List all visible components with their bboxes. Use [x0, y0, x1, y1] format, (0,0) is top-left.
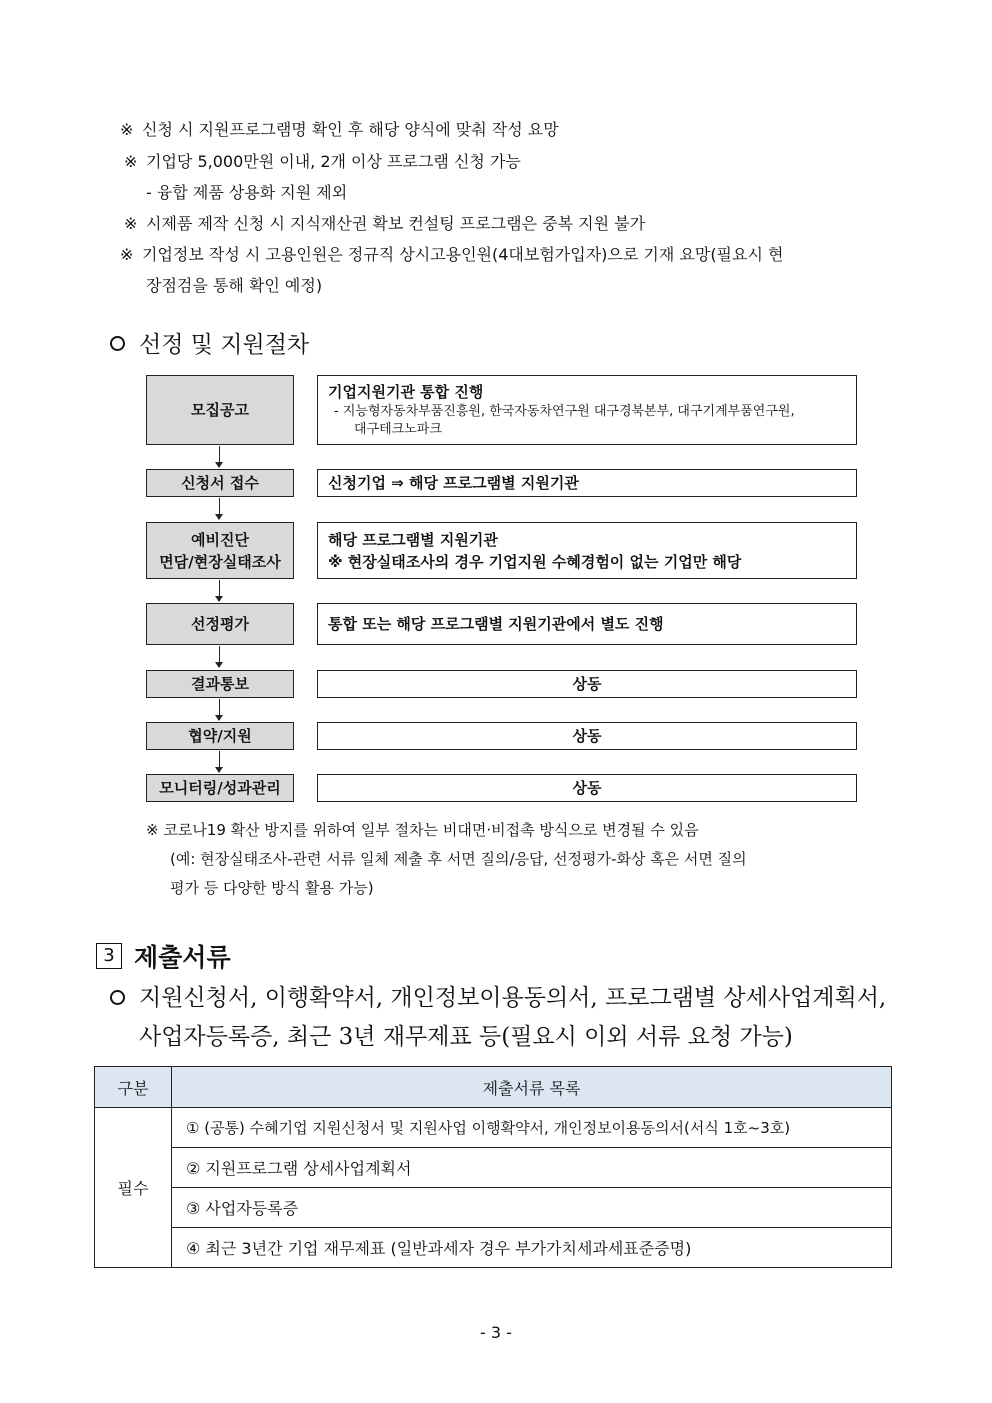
covid-note-line	[146, 816, 699, 844]
down-arrow-icon	[219, 699, 220, 720]
step-box-monitoring	[146, 774, 294, 802]
note-5	[120, 244, 895, 266]
step-desc-text: 상동	[572, 779, 602, 797]
step-label: 예비진단	[191, 530, 249, 549]
step-desc-text: 통합 또는 해당 프로그램별 지원기관에서 별도 진행	[328, 615, 664, 633]
section3-para-line2	[139, 1017, 793, 1057]
table-cell: ② 지원프로그램 상세사업계획서	[172, 1148, 892, 1188]
table-row	[95, 1228, 892, 1268]
step-desc-subtext: - 지능형자동차부품진흥원, 한국자동차연구원 대구경북본부, 대구기계부품연구원,	[334, 404, 795, 419]
step-box-agreement	[146, 722, 294, 750]
step-desc-subtext: 대구테크노파크	[354, 422, 442, 437]
procedure-title: 선정 및 지원절차	[139, 332, 310, 358]
covid-note-text: ※ 코로나19 확산 방지를 위하여 일부 절차는 비대면·비접촉 방식으로 변경될 수 있음	[146, 821, 699, 839]
step-label: 면담/현장실태조사	[159, 552, 281, 571]
table-header-category: 구분	[95, 1067, 172, 1108]
page-number: - 3 -	[480, 1323, 512, 1342]
note-1	[120, 119, 559, 141]
step-desc-text: 상동	[572, 727, 602, 745]
step-desc-text: 신청기업 ⇒ 해당 프로그램별 지원기관	[328, 474, 579, 492]
note-text: 기업정보 작성 시 고용인원은 정규직 상시고용인원(4대보험가입자)으로 기재 요망(필요시 현	[142, 245, 784, 264]
section3-title: 제출서류	[134, 943, 231, 972]
reference-mark: ※	[120, 245, 134, 264]
section3-para-text: 사업자등록증, 최근 3년 재무제표 등(필요시 이외 서류 요청 가능)	[139, 1024, 793, 1050]
table-cell: ① (공통) 수혜기업 지원신청서 및 지원사업 이행확약서, 개인정보이용동의서(서식 1호~3호)	[172, 1108, 892, 1148]
section3-para-line1	[110, 978, 900, 1018]
reference-mark: ※	[120, 120, 134, 139]
step-label: 결과통보	[191, 675, 249, 693]
step-desc-text: ※ 현장실태조사의 경우 기업지원 수혜경험이 없는 기업만 해당	[328, 552, 742, 571]
reference-mark: ※	[124, 152, 138, 171]
down-arrow-icon	[219, 646, 220, 667]
step-box-evaluation	[146, 603, 294, 645]
down-arrow-icon	[219, 446, 220, 467]
step-desc-application	[317, 469, 857, 497]
step-desc-evaluation	[317, 603, 857, 645]
reference-mark: ※	[124, 214, 138, 233]
procedure-heading	[110, 331, 309, 359]
step-desc-text: 상동	[572, 675, 602, 693]
step-label: 협약/지원	[188, 727, 252, 745]
note-text: 신청 시 지원프로그램명 확인 후 해당 양식에 맞춰 작성 요망	[142, 120, 559, 139]
table-row	[95, 1108, 892, 1148]
step-desc-prediagnosis	[317, 522, 857, 579]
note-4	[124, 213, 645, 235]
note-text: - 융합 제품 상용화 지원 제외	[146, 183, 348, 202]
step-desc-recruit	[317, 375, 857, 445]
step-desc-agreement	[317, 722, 857, 750]
covid-note-line	[170, 845, 895, 873]
section3-heading	[96, 938, 231, 974]
table-row	[95, 1148, 892, 1188]
down-arrow-icon	[219, 751, 220, 772]
covid-note-line	[170, 874, 374, 902]
step-desc-notification	[317, 670, 857, 698]
step-label: 신청서 접수	[181, 474, 259, 492]
note-2	[124, 151, 521, 173]
documents-table	[94, 1066, 892, 1268]
down-arrow-icon	[219, 498, 220, 519]
step-label: 모니터링/성과관리	[159, 779, 281, 797]
step-box-recruit	[146, 375, 294, 445]
table-row	[95, 1188, 892, 1228]
step-box-prediagnosis	[146, 522, 294, 579]
circle-bullet-icon	[110, 336, 125, 351]
note-3	[146, 182, 347, 204]
down-arrow-icon	[219, 580, 220, 601]
step-desc-text: 해당 프로그램별 지원기관	[328, 530, 498, 549]
step-box-application	[146, 469, 294, 497]
step-label: 모집공고	[191, 401, 249, 419]
section-number-box: 3	[96, 943, 122, 969]
section3-para-text: 지원신청서, 이행확약서, 개인정보이용동의서, 프로그램별 상세사업계획서,	[139, 985, 887, 1011]
note-text: 시제품 제작 신청 시 지식재산권 확보 컨설팅 프로그램은 중복 지원 불가	[146, 214, 646, 233]
covid-note-text: 평가 등 다양한 방식 활용 가능)	[170, 879, 374, 897]
step-desc-text: 기업지원기관 통합 진행	[328, 383, 484, 401]
note-6	[146, 275, 322, 297]
step-box-notification	[146, 670, 294, 698]
table-cell: ④ 최근 3년간 기업 재무제표 (일반과세자 경우 부가가치세과세표준증명)	[172, 1228, 892, 1268]
table-header-documents: 제출서류 목록	[172, 1067, 892, 1108]
table-cell: ③ 사업자등록증	[172, 1188, 892, 1228]
table-header-row	[95, 1067, 892, 1108]
table-category-cell: 필수	[95, 1108, 172, 1268]
note-text: 기업당 5,000만원 이내, 2개 이상 프로그램 신청 가능	[146, 152, 521, 171]
step-desc-monitoring	[317, 774, 857, 802]
covid-note-text: (예: 현장실태조사-관련 서류 일체 제출 후 서면 질의/응답, 선정평가-화상 혹은 서면 질의	[170, 850, 747, 868]
circle-bullet-icon	[110, 990, 125, 1005]
note-text: 장점검을 통해 확인 예정)	[146, 276, 323, 295]
step-label: 선정평가	[191, 615, 249, 633]
